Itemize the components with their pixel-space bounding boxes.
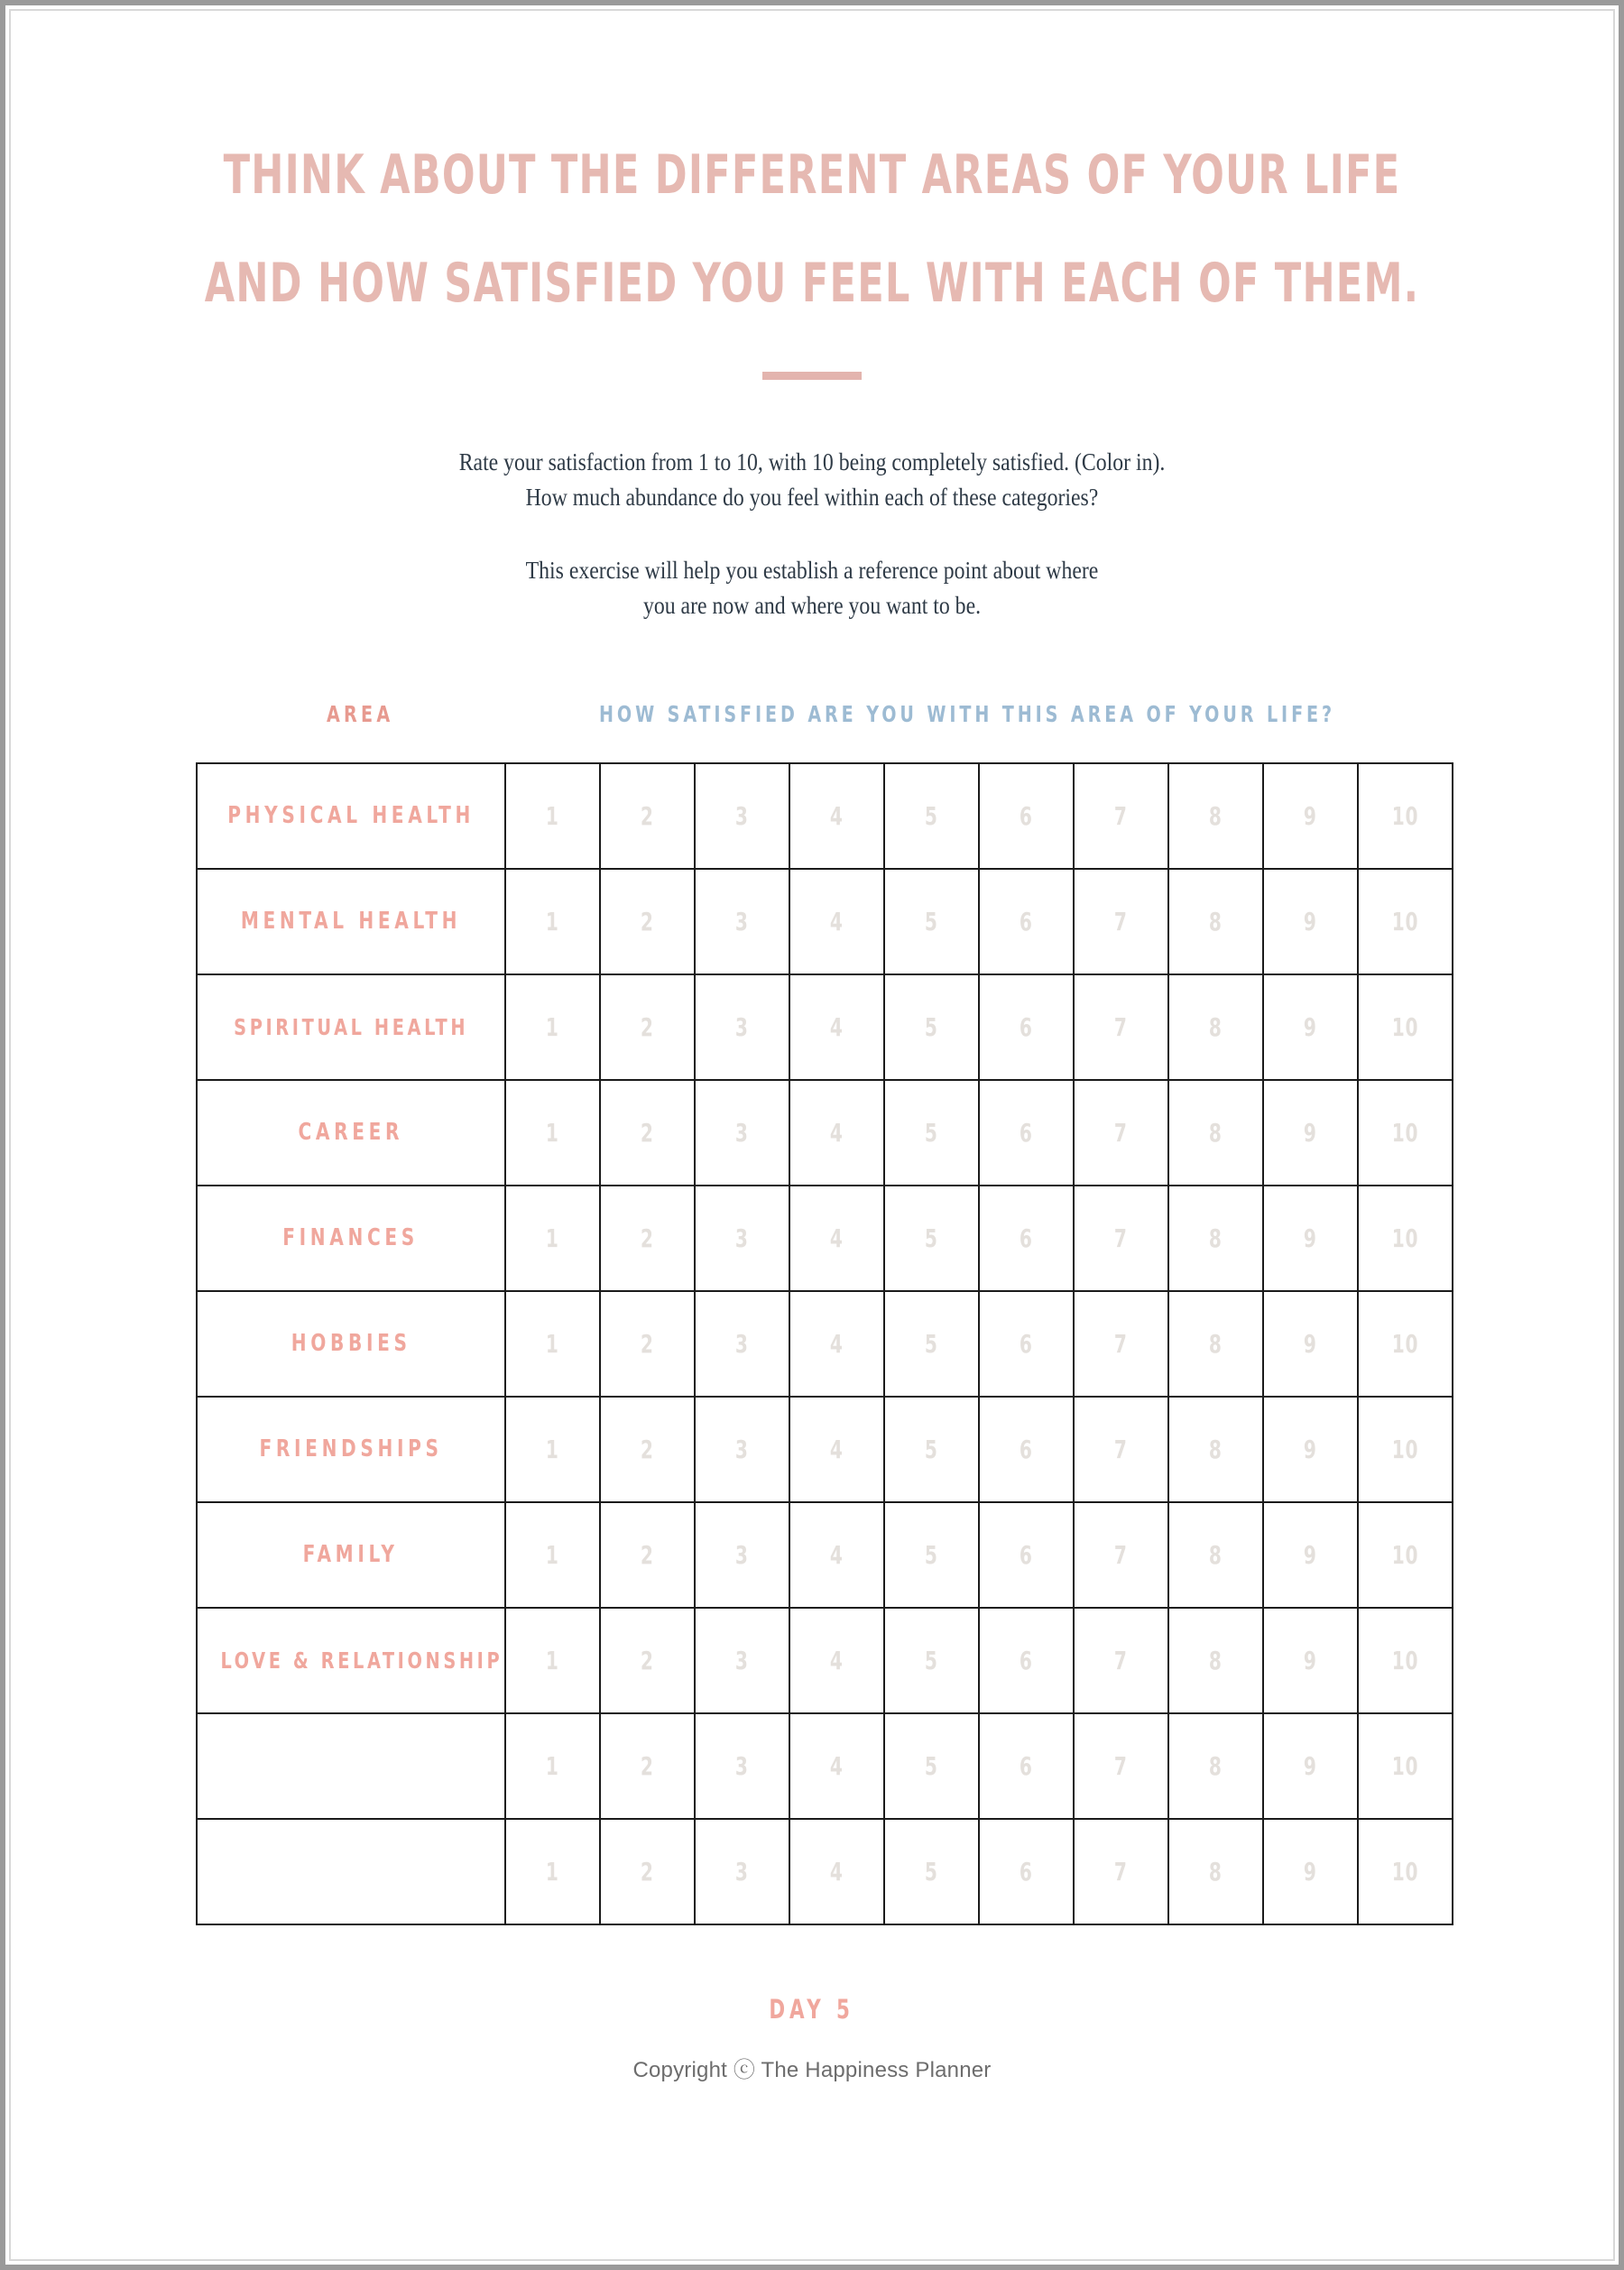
rating-cell[interactable] (695, 1502, 789, 1608)
table-row (197, 869, 1453, 974)
rating-number: 10 (1391, 1856, 1419, 1887)
rating-number: 2 (641, 1750, 654, 1781)
rating-cell[interactable] (1263, 1502, 1358, 1608)
area-label-cell[interactable] (197, 869, 505, 974)
rating-number: 10 (1391, 1434, 1419, 1464)
rating-cell[interactable] (789, 1502, 884, 1608)
rating-cell[interactable] (695, 1608, 789, 1713)
rating-number: 3 (735, 1328, 749, 1359)
rating-cell[interactable] (1263, 1713, 1358, 1819)
rating-number: 4 (830, 1328, 844, 1359)
rating-cell[interactable] (600, 1397, 695, 1502)
rating-number: 7 (1114, 1539, 1128, 1570)
satisfaction-rating-table (196, 762, 1453, 1925)
rating-cell[interactable] (1168, 1291, 1263, 1397)
rating-number: 6 (1020, 1434, 1033, 1464)
rating-cell[interactable] (979, 869, 1074, 974)
rating-number: 2 (641, 1645, 654, 1675)
rating-number: 8 (1209, 1750, 1223, 1781)
rating-number: 7 (1114, 800, 1128, 831)
rating-cell[interactable] (505, 1291, 600, 1397)
rating-number: 6 (1020, 1645, 1033, 1675)
rating-number: 6 (1020, 800, 1033, 831)
rating-cell[interactable] (884, 1397, 979, 1502)
rating-cell[interactable] (1168, 974, 1263, 1080)
rating-cell[interactable] (695, 1713, 789, 1819)
rating-number: 8 (1209, 1856, 1223, 1887)
instruction-spacer (22, 515, 1602, 553)
rating-cell[interactable] (1263, 1397, 1358, 1502)
rating-cell[interactable] (789, 1713, 884, 1819)
rating-number: 5 (925, 1645, 938, 1675)
rating-number: 4 (830, 1434, 844, 1464)
area-label-text: LOVE & RELATIONSHIP (220, 1647, 503, 1674)
rating-number: 4 (830, 1750, 844, 1781)
table-column-headers (22, 701, 1602, 743)
rating-number: 4 (830, 906, 844, 937)
rating-cell[interactable] (789, 1608, 884, 1713)
rating-cell[interactable] (695, 1291, 789, 1397)
rating-cell[interactable] (789, 1397, 884, 1502)
title-divider-wrap (22, 372, 1602, 380)
rating-number: 7 (1114, 1011, 1128, 1042)
rating-cell[interactable] (1074, 1819, 1168, 1924)
instruction-line-4: you are now and where you want to be. (642, 591, 982, 619)
rating-number: 10 (1391, 1328, 1419, 1359)
rating-number: 4 (830, 1645, 844, 1675)
rating-cell[interactable] (884, 1080, 979, 1186)
rating-cell[interactable] (1074, 1397, 1168, 1502)
area-label-cell[interactable] (197, 1502, 505, 1608)
rating-cell[interactable] (505, 1186, 600, 1291)
table-row (197, 1291, 1453, 1397)
rating-number: 6 (1020, 1328, 1033, 1359)
rating-number: 5 (925, 1750, 938, 1781)
column-header-area: AREA (327, 700, 394, 727)
rating-cell[interactable] (1074, 1186, 1168, 1291)
rating-number: 5 (925, 1539, 938, 1570)
rating-cell[interactable] (1358, 1713, 1453, 1819)
rating-cell[interactable] (979, 1608, 1074, 1713)
rating-number: 9 (1304, 1539, 1317, 1570)
rating-cell[interactable] (600, 1819, 695, 1924)
rating-number: 4 (830, 1117, 844, 1148)
rating-number: 10 (1391, 1645, 1419, 1675)
rating-cell[interactable] (505, 1713, 600, 1819)
rating-cell[interactable] (789, 974, 884, 1080)
rating-cell[interactable] (1074, 869, 1168, 974)
rating-cell[interactable] (1263, 1186, 1358, 1291)
area-label-cell[interactable] (197, 974, 505, 1080)
rating-cell[interactable] (789, 1186, 884, 1291)
rating-number: 3 (735, 1750, 749, 1781)
rating-number: 8 (1209, 1223, 1223, 1253)
rating-number: 1 (546, 800, 559, 831)
rating-number: 1 (546, 1117, 559, 1148)
rating-number: 3 (735, 1539, 749, 1570)
rating-cell[interactable] (600, 763, 695, 869)
rating-cell[interactable] (1358, 1608, 1453, 1713)
page-title (22, 143, 1602, 315)
rating-number: 2 (641, 800, 654, 831)
rating-cell[interactable] (1358, 763, 1453, 869)
area-label-text: CAREER (298, 1119, 404, 1146)
rating-number: 3 (735, 906, 749, 937)
area-label-cell[interactable] (197, 1819, 505, 1924)
rating-cell[interactable] (600, 869, 695, 974)
rating-number: 8 (1209, 906, 1223, 937)
rating-cell[interactable] (1263, 763, 1358, 869)
area-label-cell[interactable] (197, 1291, 505, 1397)
rating-number: 1 (546, 906, 559, 937)
rating-cell[interactable] (1168, 1608, 1263, 1713)
rating-number: 7 (1114, 1223, 1128, 1253)
rating-cell[interactable] (1168, 869, 1263, 974)
rating-number: 3 (735, 1011, 749, 1042)
rating-number: 6 (1020, 1750, 1033, 1781)
table-row (197, 1186, 1453, 1291)
rating-cell[interactable] (1168, 1080, 1263, 1186)
rating-cell[interactable] (1263, 1819, 1358, 1924)
rating-cell[interactable] (884, 974, 979, 1080)
rating-cell[interactable] (1074, 974, 1168, 1080)
rating-number: 10 (1391, 1750, 1419, 1781)
rating-cell[interactable] (505, 1502, 600, 1608)
rating-cell[interactable] (1074, 1080, 1168, 1186)
rating-number: 5 (925, 1856, 938, 1887)
rating-cell[interactable] (979, 1819, 1074, 1924)
rating-number: 4 (830, 1011, 844, 1042)
rating-cell[interactable] (884, 1502, 979, 1608)
rating-cell[interactable] (1074, 1713, 1168, 1819)
rating-cell[interactable] (600, 1186, 695, 1291)
rating-number: 9 (1304, 906, 1317, 937)
area-label-text: FINANCES (282, 1224, 420, 1251)
rating-cell[interactable] (1358, 1080, 1453, 1186)
rating-number: 8 (1209, 1117, 1223, 1148)
rating-cell[interactable] (979, 1502, 1074, 1608)
rating-cell[interactable] (1168, 1502, 1263, 1608)
rating-cell[interactable] (600, 1080, 695, 1186)
rating-cell[interactable] (1263, 1608, 1358, 1713)
rating-number: 8 (1209, 1328, 1223, 1359)
rating-cell[interactable] (1358, 1186, 1453, 1291)
rating-number: 9 (1304, 1223, 1317, 1253)
rating-cell[interactable] (789, 1080, 884, 1186)
rating-number: 2 (641, 1011, 654, 1042)
rating-number: 9 (1304, 800, 1317, 831)
rating-cell[interactable] (505, 974, 600, 1080)
page-inner-frame (9, 9, 1615, 2261)
rating-number: 8 (1209, 1011, 1223, 1042)
title-divider (762, 372, 862, 380)
rating-number: 6 (1020, 1117, 1033, 1148)
rating-number: 7 (1114, 1645, 1128, 1675)
rating-number: 1 (546, 1856, 559, 1887)
rating-number: 2 (641, 1223, 654, 1253)
rating-cell[interactable] (1263, 1291, 1358, 1397)
rating-cell[interactable] (1358, 1291, 1453, 1397)
rating-cell[interactable] (789, 1819, 884, 1924)
rating-cell[interactable] (505, 1608, 600, 1713)
rating-cell[interactable] (979, 1291, 1074, 1397)
rating-cell[interactable] (505, 1819, 600, 1924)
rating-cell[interactable] (600, 974, 695, 1080)
area-label-text: MENTAL HEALTH (240, 908, 462, 935)
rating-number: 1 (546, 1645, 559, 1675)
rating-number: 1 (546, 1011, 559, 1042)
rating-number: 9 (1304, 1434, 1317, 1464)
rating-number: 3 (735, 1645, 749, 1675)
area-label-text: HOBBIES (291, 1330, 411, 1357)
rating-number: 5 (925, 1328, 938, 1359)
rating-cell[interactable] (884, 1608, 979, 1713)
day-label (22, 1994, 1602, 2025)
rating-number: 4 (830, 1539, 844, 1570)
rating-number: 2 (641, 1856, 654, 1887)
rating-number: 1 (546, 1750, 559, 1781)
rating-cell[interactable] (600, 1608, 695, 1713)
rating-number: 6 (1020, 1856, 1033, 1887)
rating-cell[interactable] (1358, 1819, 1453, 1924)
instructions-block (22, 445, 1602, 623)
rating-cell[interactable] (695, 1819, 789, 1924)
rating-cell[interactable] (979, 1397, 1074, 1502)
area-label-text: FRIENDSHIPS (259, 1435, 443, 1463)
rating-number: 9 (1304, 1011, 1317, 1042)
area-label-cell[interactable] (197, 1713, 505, 1819)
rating-cell[interactable] (695, 974, 789, 1080)
table-row (197, 1502, 1453, 1608)
table-row (197, 763, 1453, 869)
rating-cell[interactable] (695, 1397, 789, 1502)
rating-cell[interactable] (1074, 763, 1168, 869)
rating-table-wrap (196, 762, 1452, 1925)
area-label-cell[interactable] (197, 1080, 505, 1186)
rating-number: 9 (1304, 1645, 1317, 1675)
rating-cell[interactable] (1358, 974, 1453, 1080)
rating-number: 7 (1114, 1328, 1128, 1359)
rating-cell[interactable] (505, 1080, 600, 1186)
rating-number: 8 (1209, 1645, 1223, 1675)
rating-number: 2 (641, 1434, 654, 1464)
rating-cell[interactable] (1168, 1397, 1263, 1502)
rating-cell[interactable] (695, 763, 789, 869)
day-label-text: DAY 5 (769, 1993, 855, 2025)
rating-cell[interactable] (1168, 1713, 1263, 1819)
rating-number: 5 (925, 1011, 938, 1042)
rating-cell[interactable] (505, 869, 600, 974)
rating-cell[interactable] (1074, 1608, 1168, 1713)
rating-number: 3 (735, 1856, 749, 1887)
column-header-satisfaction: HOW SATISFIED ARE YOU WITH THIS AREA OF YOUR LIFE? (599, 700, 1336, 727)
rating-number: 9 (1304, 1328, 1317, 1359)
rating-number: 2 (641, 906, 654, 937)
rating-number: 4 (830, 1223, 844, 1253)
rating-cell[interactable] (1263, 974, 1358, 1080)
area-label-cell[interactable] (197, 1186, 505, 1291)
rating-cell[interactable] (695, 1186, 789, 1291)
rating-cell[interactable] (695, 869, 789, 974)
rating-number: 2 (641, 1328, 654, 1359)
area-label-text: PHYSICAL HEALTH (227, 802, 475, 829)
rating-cell[interactable] (789, 1291, 884, 1397)
rating-number: 6 (1020, 1539, 1033, 1570)
rating-number: 9 (1304, 1750, 1317, 1781)
area-label-cell[interactable] (197, 1397, 505, 1502)
rating-cell[interactable] (1263, 869, 1358, 974)
rating-number: 2 (641, 1117, 654, 1148)
table-row (197, 1608, 1453, 1713)
copyright-notice: Copyright ⓒ The Happiness Planner (632, 2057, 992, 2082)
rating-cell[interactable] (1168, 1186, 1263, 1291)
table-row (197, 1819, 1453, 1924)
rating-cell[interactable] (1074, 1291, 1168, 1397)
instruction-line-3: This exercise will help you establish a reference point about where (525, 556, 1099, 584)
rating-cell[interactable] (1358, 869, 1453, 974)
rating-number: 7 (1114, 1750, 1128, 1781)
rating-cell[interactable] (884, 1186, 979, 1291)
rating-cell[interactable] (1358, 1502, 1453, 1608)
rating-number: 10 (1391, 800, 1419, 831)
rating-number: 1 (546, 1223, 559, 1253)
rating-cell[interactable] (505, 1397, 600, 1502)
rating-cell[interactable] (979, 974, 1074, 1080)
rating-cell[interactable] (1168, 1819, 1263, 1924)
rating-cell[interactable] (884, 1713, 979, 1819)
rating-cell[interactable] (884, 1819, 979, 1924)
rating-cell[interactable] (979, 1080, 1074, 1186)
rating-number: 2 (641, 1539, 654, 1570)
rating-cell[interactable] (600, 1291, 695, 1397)
rating-cell[interactable] (600, 1502, 695, 1608)
rating-cell[interactable] (979, 763, 1074, 869)
rating-cell[interactable] (884, 1291, 979, 1397)
rating-number: 8 (1209, 800, 1223, 831)
rating-cell[interactable] (884, 869, 979, 974)
rating-number: 5 (925, 1223, 938, 1253)
area-label-cell[interactable] (197, 763, 505, 869)
rating-number: 1 (546, 1328, 559, 1359)
area-label-cell[interactable] (197, 1608, 505, 1713)
rating-number: 3 (735, 1223, 749, 1253)
rating-number: 5 (925, 800, 938, 831)
rating-number: 5 (925, 1117, 938, 1148)
rating-cell[interactable] (789, 869, 884, 974)
rating-cell[interactable] (1358, 1397, 1453, 1502)
rating-number: 1 (546, 1539, 559, 1570)
instruction-line-2: How much abundance do you feel within each of these categories? (525, 483, 1099, 511)
rating-cell[interactable] (600, 1713, 695, 1819)
rating-number: 5 (925, 1434, 938, 1464)
rating-cell[interactable] (1263, 1080, 1358, 1186)
table-row (197, 1713, 1453, 1819)
rating-number: 6 (1020, 906, 1033, 937)
rating-cell[interactable] (789, 763, 884, 869)
rating-cell[interactable] (979, 1186, 1074, 1291)
page-title-line-2: AND HOW SATISFIED YOU FEEL WITH EACH OF THEM. (204, 252, 1420, 315)
rating-cell[interactable] (884, 763, 979, 869)
rating-number: 10 (1391, 1117, 1419, 1148)
worksheet-sheet (22, 22, 1602, 2248)
rating-number: 6 (1020, 1011, 1033, 1042)
rating-cell[interactable] (505, 763, 600, 869)
rating-number: 8 (1209, 1434, 1223, 1464)
rating-number: 10 (1391, 1223, 1419, 1253)
rating-number: 10 (1391, 906, 1419, 937)
area-label-text: SPIRITUAL HEALTH (234, 1013, 468, 1040)
rating-cell[interactable] (1168, 763, 1263, 869)
rating-table-body (197, 763, 1453, 1924)
instruction-line-1: Rate your satisfaction from 1 to 10, with 10 being completely satisfied. (Color in). (458, 448, 1166, 475)
rating-number: 8 (1209, 1539, 1223, 1570)
rating-number: 9 (1304, 1856, 1317, 1887)
rating-number: 5 (925, 906, 938, 937)
area-label-text: FAMILY (302, 1541, 400, 1568)
rating-number: 3 (735, 1117, 749, 1148)
rating-number: 7 (1114, 906, 1128, 937)
rating-number: 7 (1114, 1856, 1128, 1887)
rating-number: 7 (1114, 1434, 1128, 1464)
rating-number: 10 (1391, 1011, 1419, 1042)
rating-number: 4 (830, 1856, 844, 1887)
rating-cell[interactable] (695, 1080, 789, 1186)
rating-number: 3 (735, 800, 749, 831)
rating-number: 3 (735, 1434, 749, 1464)
table-row (197, 974, 1453, 1080)
rating-cell[interactable] (1074, 1502, 1168, 1608)
rating-cell[interactable] (979, 1713, 1074, 1819)
rating-number: 7 (1114, 1117, 1128, 1148)
table-row (197, 1080, 1453, 1186)
rating-number: 10 (1391, 1539, 1419, 1570)
table-row (197, 1397, 1453, 1502)
rating-number: 9 (1304, 1117, 1317, 1148)
rating-number: 4 (830, 800, 844, 831)
rating-number: 1 (546, 1434, 559, 1464)
rating-number: 6 (1020, 1223, 1033, 1253)
page-title-line-1: THINK ABOUT THE DIFFERENT AREAS OF YOUR LIFE (223, 143, 1401, 207)
